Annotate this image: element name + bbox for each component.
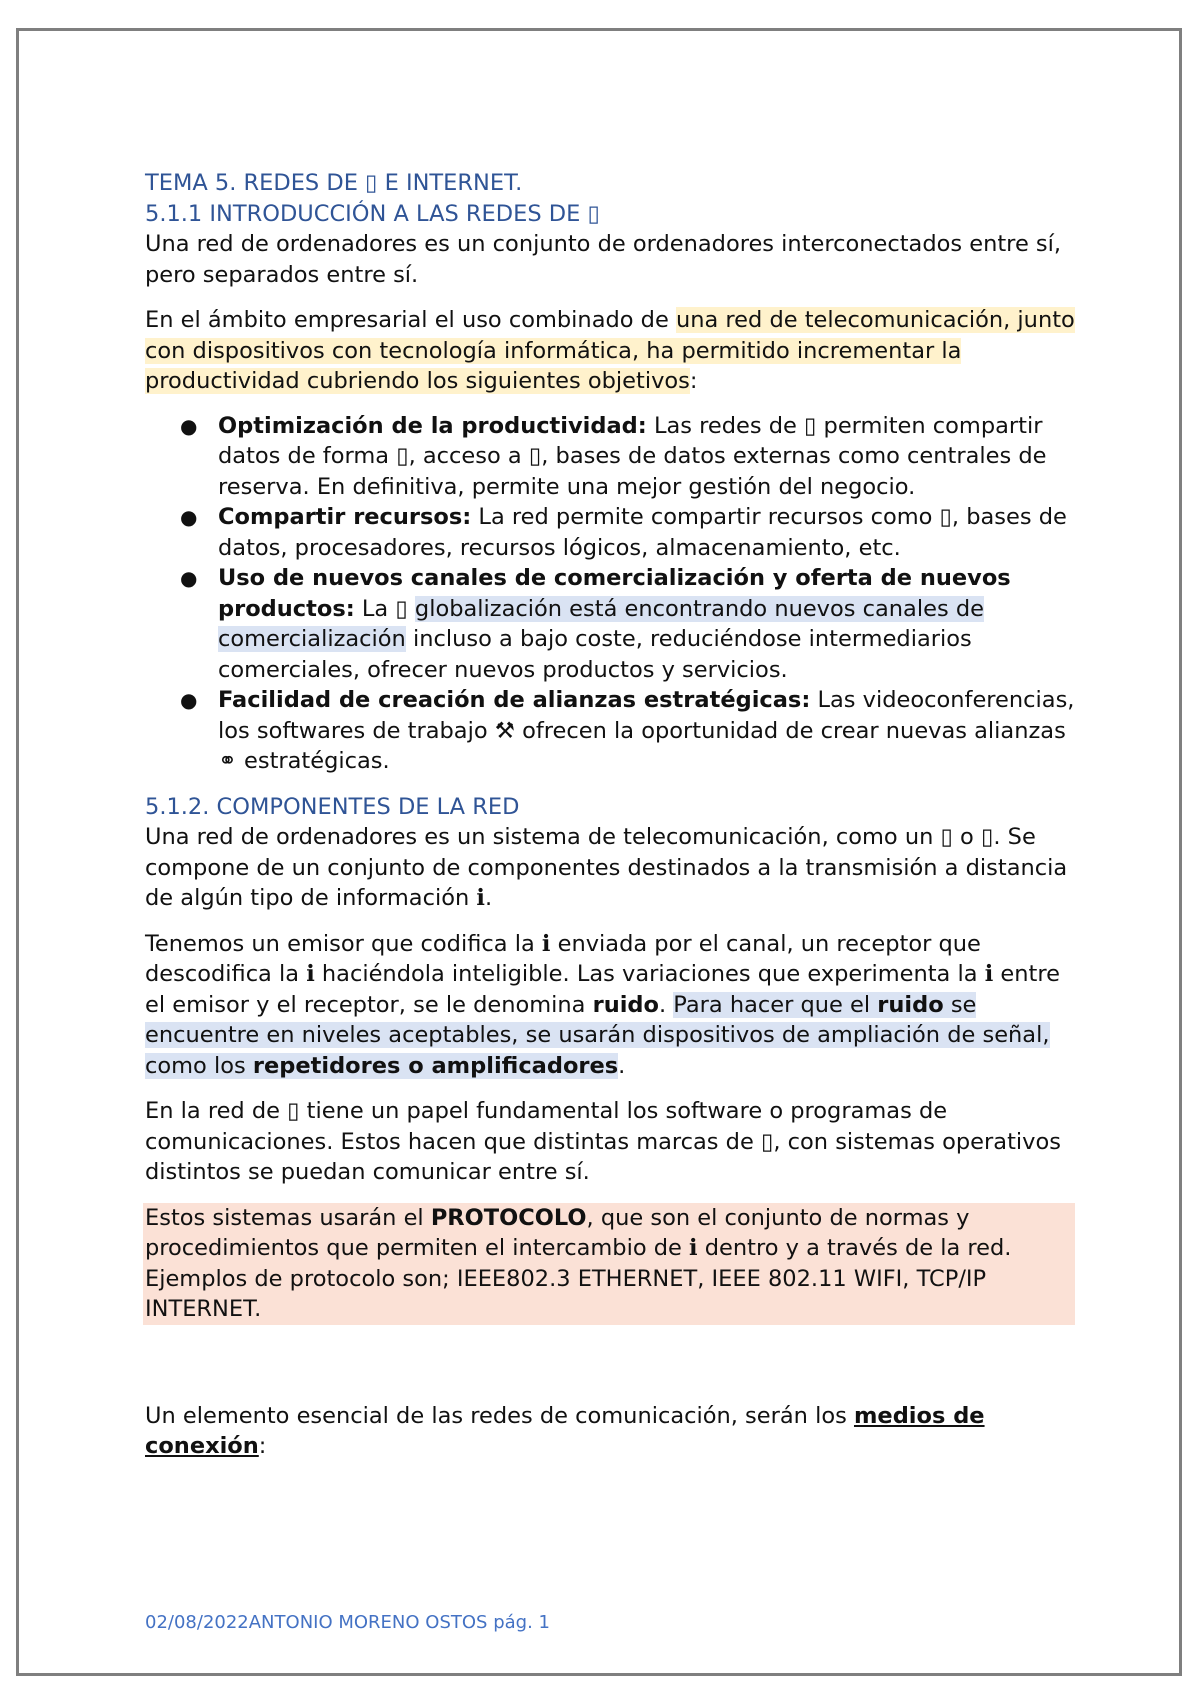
info-icon: ℹ bbox=[541, 930, 551, 957]
bullet-icon: ● bbox=[180, 413, 198, 438]
document-body bbox=[145, 168, 1075, 1462]
paragraph-software: En la red de ▯ tiene un papel fundamental los software o programas de comunicaciones. Estos hacen que distintas marcas de ▯, con sistemas operativos distintos se puedan comunicar entre sí. bbox=[145, 1098, 1061, 1185]
paragraph-protocol bbox=[145, 1203, 1075, 1325]
info-icon: ℹ bbox=[689, 1235, 698, 1261]
highlight-blue: globalización está encontrando nuevos canales de comercialización bbox=[218, 595, 984, 652]
paragraph-business: En el ámbito empresarial el uso combinado de una red de telecomunicación, junto con dispositivos con tecnología informática, ha permitido incrementar la productividad cubriendo los siguientes objetivos: bbox=[145, 307, 1075, 394]
highlight-blue: Para hacer que el ruido se encuentre en niveles aceptables, se usarán dispositivos de ampliación de señal, como los repetidores o amplificadores bbox=[145, 991, 1050, 1079]
paragraph-emitter: Tenemos un emisor que codifica la ℹ enviada por el canal, un receptor que descodifica la ℹ haciéndola inteligible. Las variaciones que experimenta la ℹ entre el emisor y el receptor, se le denomina ruido. Para hacer que el ruido se encuentre en niveles aceptables, se usarán dispositivos de ampliación de señal, como los repetidores o amplificadores. bbox=[145, 930, 1060, 1079]
list-item: ● Facilidad de creación de alianzas estratégicas: Las videoconferencias, los softwares de trabajo ⚒ ofrecen la oportunidad de crear nuevas alianzas ⚭ estratégicas. bbox=[180, 687, 1075, 774]
highlight-yellow: una red de telecomunicación, junto con dispositivos con tecnología informática, ha permitido incrementar la productividad cubriendo los siguientes objetivos bbox=[145, 307, 1075, 394]
heading-componentes: 5.1.2. COMPONENTES DE LA RED bbox=[145, 793, 520, 820]
underlined-term: medios de conexión bbox=[145, 1402, 985, 1459]
list-item: ● Uso de nuevos canales de comercialización y oferta de nuevos productos: La ▯ globalización está encontrando nuevos canales de comercialización incluso a bajo coste, reduciéndose intermediarios comerciales, ofrecer nuevos productos y servicios. bbox=[180, 565, 1011, 683]
paragraph-components: Una red de ordenadores es un sistema de telecomunicación, como un ▯ o ▯. Se compone de un conjunto de componentes destinados a la transmisión a distancia de algún tipo de información ℹ. bbox=[145, 824, 1068, 911]
bullet-icon: ● bbox=[180, 566, 198, 590]
page-footer: 02/08/2022ANTONIO MORENO OSTOS pág. 1 bbox=[145, 1612, 550, 1633]
bullet-icon: ● bbox=[180, 688, 198, 712]
list-item: ● Compartir recursos: La red permite compartir recursos como ▯, bases de datos, procesadores, recursos lógicos, almacenamiento, etc. bbox=[180, 504, 1067, 561]
objectives-list bbox=[145, 411, 1075, 777]
paragraph-definition: Una red de ordenadores es un conjunto de ordenadores interconectados entre sí, pero separados entre sí. bbox=[145, 231, 1062, 288]
list-item: ● Optimización de la productividad: Las redes de ▯ permiten compartir datos de forma ▯, acceso a ▯, bases de datos externas como centrales de reserva. En definitiva, permite una mejor gestión del negocio. bbox=[180, 412, 1047, 500]
heading-introduccion: 5.1.1 INTRODUCCIÓN A LAS REDES DE ▯ bbox=[145, 200, 600, 227]
bullet-icon: ● bbox=[180, 505, 198, 529]
doc-title: TEMA 5. REDES DE ▯ E INTERNET. bbox=[145, 170, 523, 196]
info-icon: ℹ bbox=[476, 885, 485, 911]
info-icon: ℹ bbox=[984, 961, 994, 987]
paragraph-media: Un elemento esencial de las redes de comunicación, serán los medios de conexión: bbox=[145, 1402, 985, 1459]
highlight-peach: Estos sistemas usarán el PROTOCOLO, que son el conjunto de normas y procedimientos que permiten el intercambio de ℹ dentro y a través de la red. Ejemplos de protocolo son; IEEE802.3 ETHERNET, IEEE 802.11 WIFI, TCP/IP INTERNET. bbox=[143, 1203, 1075, 1325]
info-icon: ℹ bbox=[306, 961, 315, 987]
